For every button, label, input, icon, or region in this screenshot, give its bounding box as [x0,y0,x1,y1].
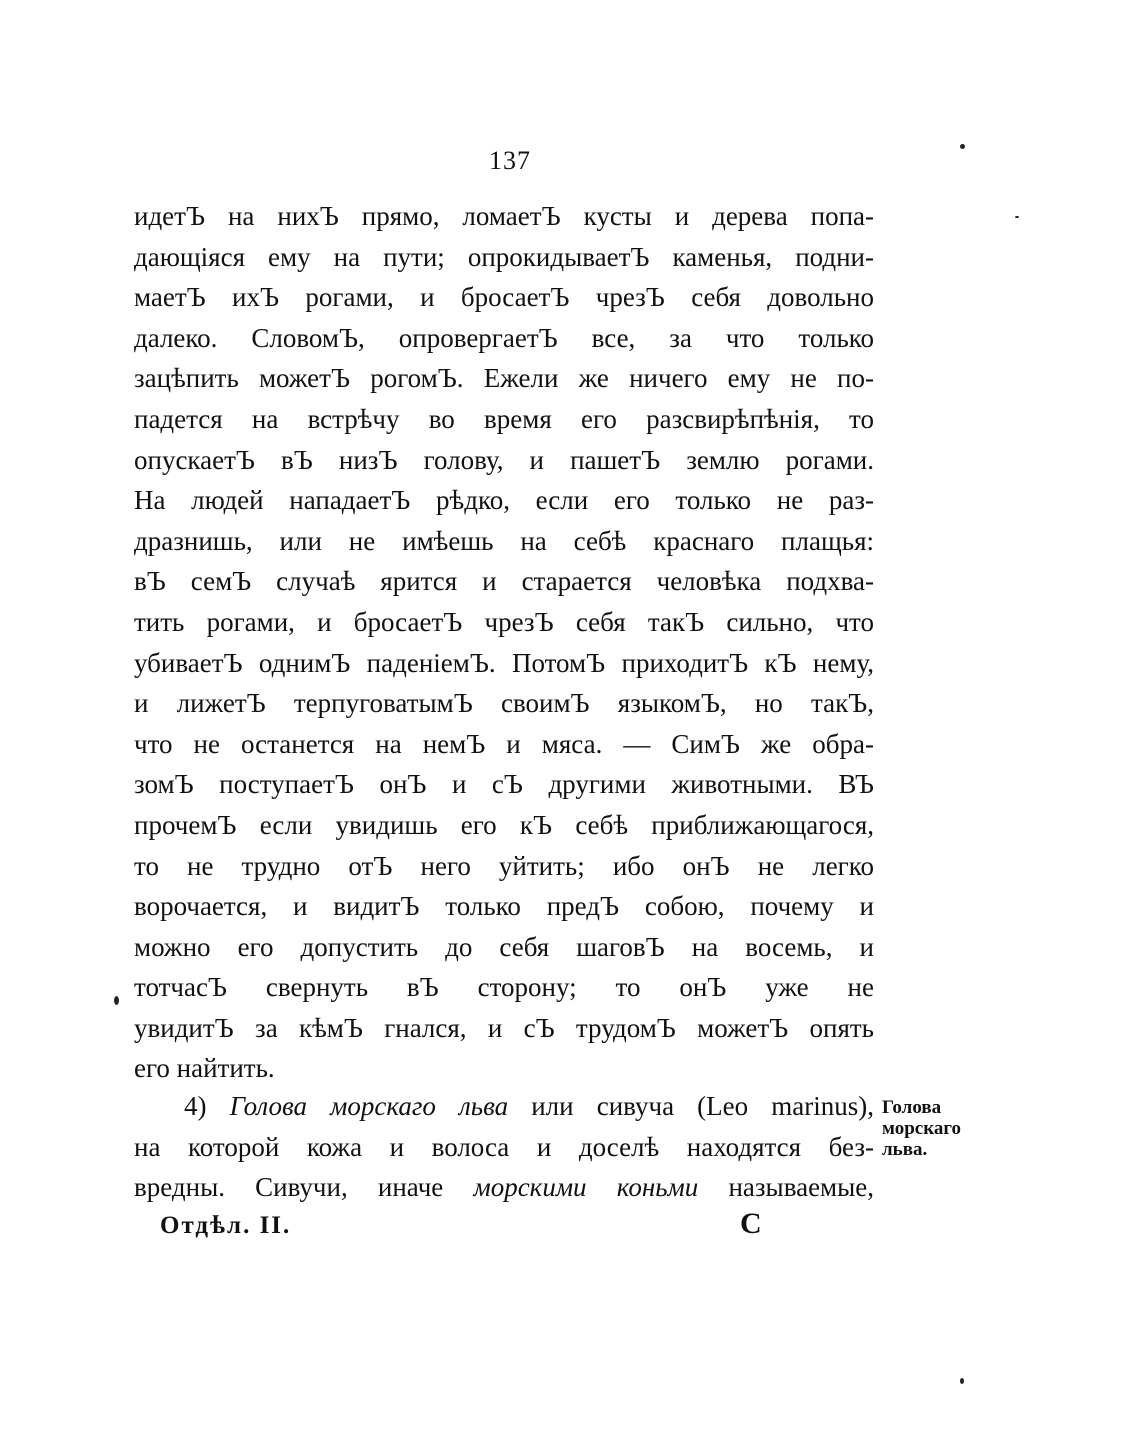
paragraph-1-line: можно его допустить до себя шаговЪ на восемь, и [134,931,874,962]
paragraph-1-line: что не останется на немЪ и мяса. — СимЪ же обра- [134,728,874,759]
paper-speck [960,144,965,149]
paragraph-1-line: идетЪ на нихЪ прямо, ломаетЪ кусты и дерева попа- [134,201,874,231]
margin-note-line-3: льва. [882,1139,928,1160]
paragraph-1-line: опускаетЪ вЪ низЪ голову, и пашетЪ землю рогами. [134,444,874,475]
paragraph-1-line: вЪ семЪ случаѣ ярится и старается человѣка подхва- [134,566,874,597]
paragraph-1-line: зацѣпить можетЪ рогомЪ. Ежели же ничего ему не по- [134,363,874,394]
paragraph-1 [134,196,874,1089]
italic-term-head: Голова морскаго льва [229,1091,509,1121]
paragraph-2-line-3-rest: называемые, [728,1172,875,1203]
paragraph-1-line: ворочается, и видитЪ только предЪ собою, почему и [134,891,874,922]
page-number: 137 [489,146,531,175]
paragraph-2-line-2: на которой кожа и волоса и доселѣ находятся без- [134,1131,874,1162]
paragraph-2-line-3 [134,1167,874,1208]
paragraph-2-line-1 [134,1086,874,1127]
paragraph-1-line: падется на встрѣчу во время его разсвирѣпѣнiя, то [134,403,874,434]
paragraph-1-line: увидитЪ за кѣмЪ гнался, и сЪ трудомЪ можетЪ опять [134,1012,874,1043]
paragraph-1-line: зомЪ поступаетЪ онЪ и сЪ другими животными. ВЪ [134,769,874,800]
margin-note [882,1097,982,1160]
paragraph-1-line: На людей нападаетЪ рѣдко, если его только не раз- [134,485,874,516]
paragraph-2-line-1-rest: или сивуча (Leo marinus), [531,1091,874,1121]
paragraph-1-line: маетЪ ихЪ рогами, и бросаетЪ чрезЪ себя довольно [134,282,874,313]
margin-note-line-1: Голова [882,1097,942,1118]
paragraph-2 [134,1086,874,1208]
footer-signature-mark: С [740,1207,762,1240]
paragraph-1-line: дающiяся ему на пути; опрокидываетЪ каменья, подни- [134,241,874,272]
item-number: 4) [184,1091,207,1121]
margin-note-line-2: морскаго [882,1118,962,1139]
paragraph-1-line: тотчасЪ свернуть вЪ сторону; то онЪ уже не [134,972,874,1003]
paragraph-1-line: то не трудно отЪ него уйтить; ибо онЪ не легко [134,850,874,881]
paragraph-1-line: далеко. СловомЪ, опровергаетЪ все, за что только [134,322,874,353]
paragraph-1-line: его найтить. [134,1053,275,1084]
paragraph-1-line: убиваетЪ однимЪ паденiемЪ. ПотомЪ приходитЪ кЪ нему, [134,647,874,678]
paragraph-1-line: тить рогами, и бросаетЪ чрезЪ себя такЪ сильно, что [134,606,874,637]
italic-term-sea-horses: морскими коньми [473,1172,699,1203]
paragraph-2-line-3-prefix: вредны. Сивучи, иначе [134,1172,444,1203]
paper-speck [1015,216,1019,218]
paragraph-1-line: прочемЪ если увидишь его кЪ себѣ приближающагося, [134,809,874,840]
footer-signature: Отдѣл. II. [160,1212,292,1239]
paper-speck [114,996,119,1005]
paragraph-1-line: и лижетЪ терпуговатымЪ своимЪ языкомЪ, но такЪ, [134,688,874,719]
paper-speck [960,1378,964,1384]
paragraph-1-line: дразнишь, или не имѣешь на себѣ краснаго плащья: [134,525,874,556]
